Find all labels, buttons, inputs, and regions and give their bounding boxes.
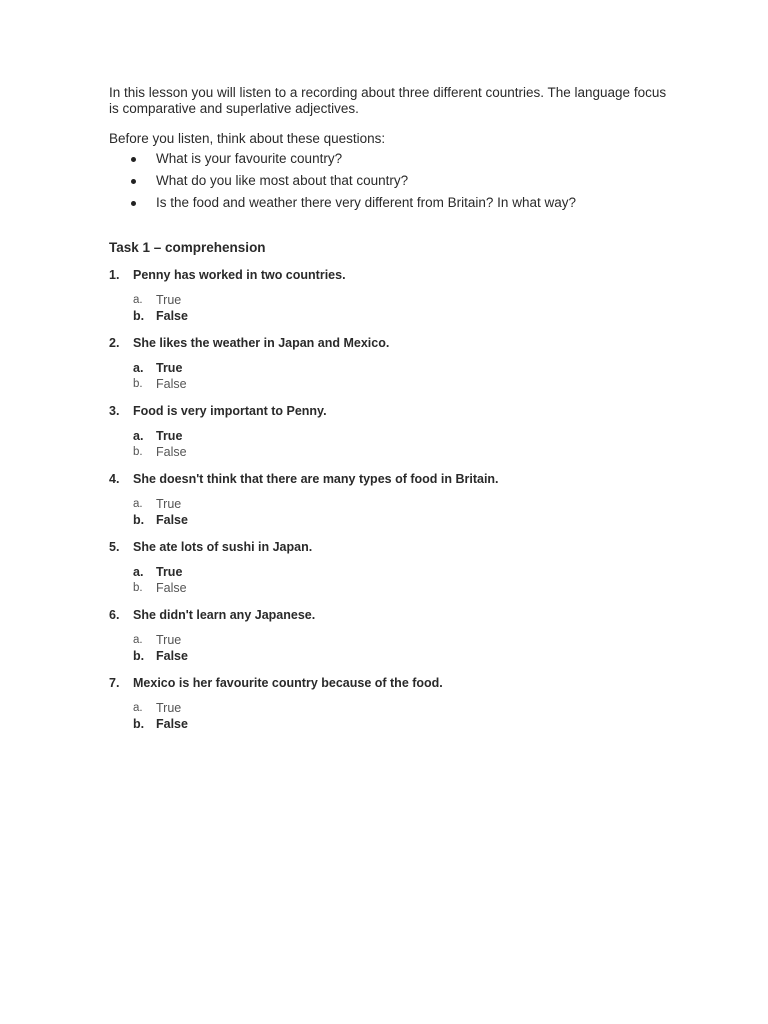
option-b: b. False xyxy=(133,512,188,527)
question-item xyxy=(109,539,669,596)
question-item xyxy=(109,335,669,392)
bullet-icon xyxy=(131,201,136,206)
question-number: 2. xyxy=(109,336,120,350)
question-item xyxy=(109,403,669,460)
option-a: a. True xyxy=(133,293,182,307)
question-text: Mexico is her favourite country because of the food. xyxy=(133,676,443,690)
question-text: She doesn't think that there are many types of food in Britain. xyxy=(133,472,499,486)
question-item xyxy=(109,267,669,324)
question-text: She likes the weather in Japan and Mexico. xyxy=(133,336,390,350)
bullet-text: What do you like most about that country? xyxy=(156,173,409,188)
question-number: 1. xyxy=(109,268,120,282)
question-item xyxy=(109,471,669,528)
option-b: b. False xyxy=(133,308,188,323)
question-text: She didn't learn any Japanese. xyxy=(133,608,316,622)
question-number: 4. xyxy=(109,472,120,486)
bullet-item xyxy=(109,151,669,173)
bullet-item xyxy=(109,195,669,217)
question-list xyxy=(109,267,669,732)
option-b: b. False xyxy=(133,716,188,731)
option-b: b. False xyxy=(133,648,188,663)
option-b: b. False xyxy=(133,580,187,595)
question-text: Penny has worked in two countries. xyxy=(133,268,346,282)
question-bullets xyxy=(109,151,669,217)
bullet-text: What is your favourite country? xyxy=(156,151,343,166)
option-a: a. True xyxy=(133,361,183,375)
worksheet xyxy=(109,85,669,732)
question-number: 6. xyxy=(109,608,120,622)
bullet-text: Is the food and weather there very different from Britain? In what way? xyxy=(156,195,576,210)
option-a: a. True xyxy=(133,497,182,511)
option-a: a. True xyxy=(133,633,182,647)
question-item xyxy=(109,607,669,664)
question-text: Food is very important to Penny. xyxy=(133,404,327,418)
question-item xyxy=(109,675,669,732)
option-a: a. True xyxy=(133,429,183,443)
bullet-icon xyxy=(131,157,136,162)
question-text: She ate lots of sushi in Japan. xyxy=(133,540,313,554)
question-number: 7. xyxy=(109,676,120,690)
bullet-item xyxy=(109,173,669,195)
option-a: a. True xyxy=(133,701,182,715)
bullet-icon xyxy=(131,179,136,184)
option-a: a. True xyxy=(133,565,183,579)
option-b: b. False xyxy=(133,444,187,459)
question-number: 3. xyxy=(109,404,120,418)
task-heading: Task 1 – comprehension xyxy=(109,240,266,255)
question-number: 5. xyxy=(109,540,120,554)
option-b: b. False xyxy=(133,376,187,391)
intro-text: In this lesson you will listen to a recording about three different countries. The language focus is comparative and superlative adjectives. xyxy=(109,85,667,116)
before-listen-prompt: Before you listen, think about these questions: xyxy=(109,131,386,146)
